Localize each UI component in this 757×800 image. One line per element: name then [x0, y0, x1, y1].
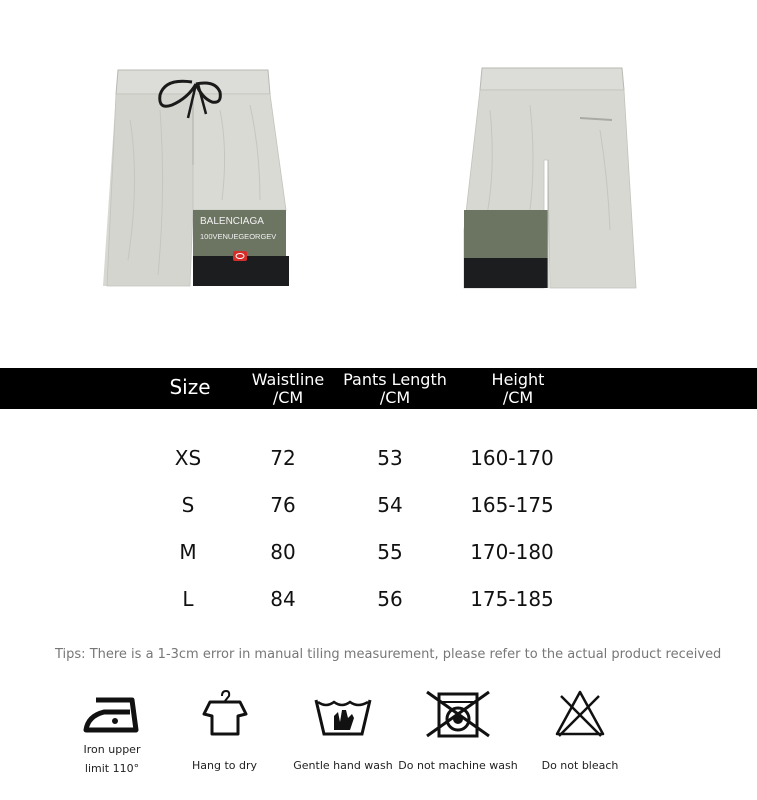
cell-size: S: [181, 493, 195, 517]
table-row: [0, 540, 757, 570]
brand-print: BALENCIAGA: [200, 216, 264, 227]
no-machine-wash-icon: [423, 688, 493, 740]
table-row: [0, 446, 757, 476]
header-pants-length: Pants Length /CM: [343, 370, 447, 407]
cell-height: 165-175: [470, 493, 554, 517]
header-waistline: Waistline /CM: [251, 370, 325, 407]
care-iron: Iron upper limit 110°: [72, 690, 152, 778]
care-hang-dry: Hang to dry: [182, 688, 267, 775]
measurement-tips: Tips: There is a 1-3cm error in manual tiling measurement, please refer to the actual product received: [55, 647, 722, 662]
hand-wash-icon: [312, 688, 374, 740]
cell-length: 56: [377, 587, 403, 611]
back-black-panel: [464, 258, 548, 288]
care-no-bleach: Do not bleach: [530, 688, 630, 775]
header-size: Size: [169, 375, 211, 399]
care-no-machine-wash: Do not machine wash: [398, 688, 518, 775]
table-row: [0, 587, 757, 617]
line-print: 100VENUEGEORGEV: [200, 232, 277, 241]
care-hand-wash: Gentle hand wash: [293, 688, 393, 775]
cell-height: 170-180: [470, 540, 554, 564]
iron-icon: [82, 690, 142, 738]
shorts-back-image: [460, 60, 660, 295]
badge-icon: [233, 251, 247, 261]
no-bleach-icon: [553, 688, 607, 740]
cell-length: 54: [377, 493, 403, 517]
header-height: Height /CM: [491, 370, 545, 407]
cell-waist: 76: [270, 493, 296, 517]
table-row: [0, 493, 757, 523]
cell-length: 53: [377, 446, 403, 470]
back-green-panel: [464, 210, 548, 258]
cell-height: 160-170: [470, 446, 554, 470]
cell-size: L: [182, 587, 194, 611]
cell-waist: 84: [270, 587, 296, 611]
cell-length: 55: [377, 540, 403, 564]
hanger-shirt-icon: [200, 688, 250, 740]
cell-size: M: [179, 540, 197, 564]
cell-waist: 72: [270, 446, 296, 470]
shorts-front-image: [100, 60, 300, 295]
cell-waist: 80: [270, 540, 296, 564]
size-table-header: [0, 368, 757, 409]
cell-size: XS: [174, 446, 202, 470]
cell-height: 175-185: [470, 587, 554, 611]
